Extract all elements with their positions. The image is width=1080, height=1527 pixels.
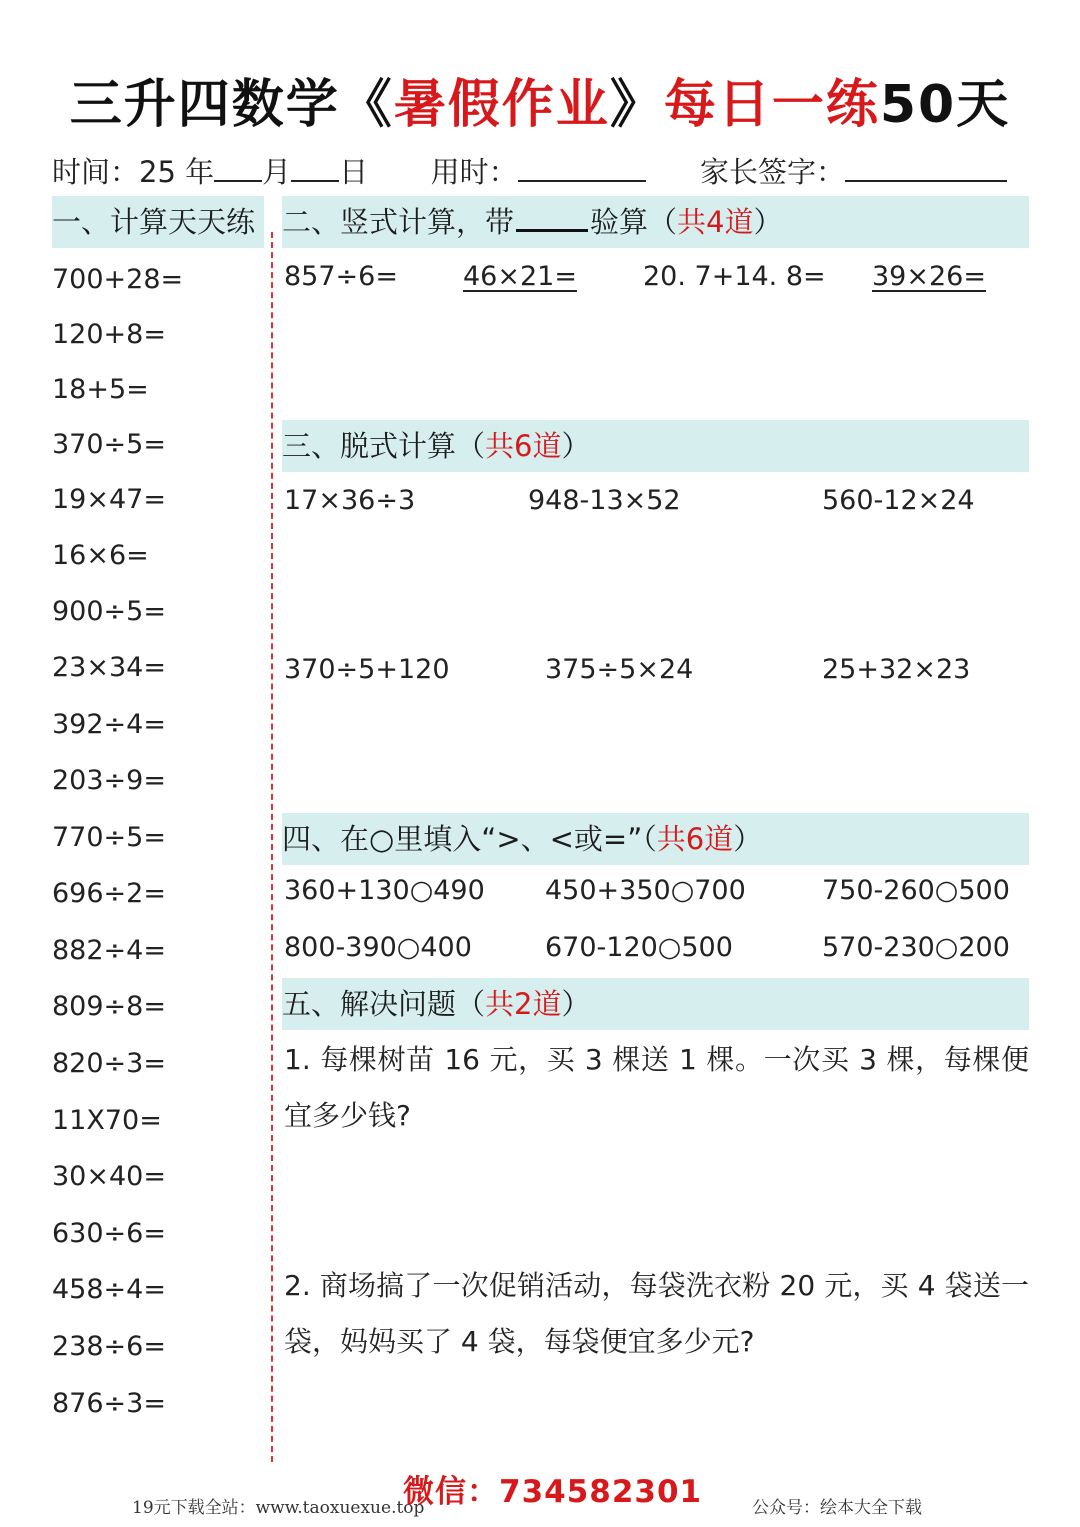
day-blank[interactable]	[291, 154, 339, 182]
verify-blank[interactable]	[516, 205, 588, 232]
calc-item: 700+28=	[52, 264, 184, 295]
section4-title: 四、在○里填入“>、<或=”（共6道）	[282, 822, 763, 856]
calc-item: 820÷3=	[52, 1048, 166, 1079]
footer-wechat: 微信：734582301	[403, 1474, 703, 1510]
calc-item: 392÷4=	[52, 709, 166, 740]
stepwise-calc-item: 560-12×24	[822, 485, 975, 516]
info-line	[52, 150, 1007, 191]
compare-item: 750-260○500	[822, 875, 1010, 906]
calc-item: 630÷6=	[52, 1218, 166, 1249]
stepwise-calc-item: 948-13×52	[528, 485, 681, 516]
stepwise-calc-item: 17×36÷3	[284, 485, 416, 516]
footer-official-account: 公众号：绘本大全下载	[752, 1498, 922, 1518]
calc-item: 120+8=	[52, 319, 166, 350]
time-label: 时间：25 年	[52, 155, 215, 189]
compare-item: 450+350○700	[545, 875, 746, 906]
section5-header	[282, 978, 1029, 1030]
calc-item: 809÷8=	[52, 991, 166, 1022]
duration-label: 用时：	[430, 155, 518, 189]
calc-item: 11X70=	[52, 1105, 162, 1136]
vertical-calc-item: 857÷6=	[284, 261, 398, 292]
stepwise-calc-item: 375÷5×24	[545, 654, 694, 685]
section2-title: 二、竖式计算，带 验算（共4道）	[282, 205, 783, 239]
calc-item: 238÷6=	[52, 1331, 166, 1362]
calc-item: 203÷9=	[52, 765, 166, 796]
calc-item: 458÷4=	[52, 1274, 166, 1305]
month-label: 月	[262, 155, 292, 189]
stepwise-calc-item: 370÷5+120	[284, 654, 450, 685]
section1-header	[52, 196, 264, 248]
calc-item: 19×47=	[52, 484, 166, 515]
calc-item: 770÷5=	[52, 822, 166, 853]
word-problem: 1. 每棵树苗 16 元，买 3 棵送 1 棵。一次买 3 棵，每棵便宜多少钱?	[284, 1043, 1029, 1132]
compare-item: 670-120○500	[545, 932, 733, 963]
column-divider	[271, 232, 273, 1462]
calc-item: 696÷2=	[52, 878, 166, 909]
calc-item: 882÷4=	[52, 935, 166, 966]
month-blank[interactable]	[214, 154, 262, 182]
calc-item: 18+5=	[52, 374, 149, 405]
compare-item: 570-230○200	[822, 932, 1010, 963]
calc-item: 370÷5=	[52, 429, 166, 460]
calc-item: 900÷5=	[52, 596, 166, 627]
section5-title: 五、解决问题（共2道）	[282, 987, 591, 1021]
word-problem: 2. 商场搞了一次促销活动，每袋洗衣粉 20 元，买 4 袋送一袋，妈妈买了 4 袋，每袋便宜多少元?	[284, 1269, 1029, 1358]
parent-sign-blank[interactable]	[845, 154, 1007, 182]
section3-header	[282, 420, 1029, 472]
page-title: 三升四数学《暑假作业》每日一练50天	[69, 75, 1011, 135]
section1-title: 一、计算天天练	[52, 205, 256, 239]
day-label: 日	[339, 155, 369, 189]
vertical-calc-item: 39×26=	[872, 261, 986, 292]
section2-header	[282, 196, 1029, 248]
vertical-calc-item: 20. 7+14. 8=	[643, 261, 826, 292]
vertical-calc-item: 46×21=	[463, 261, 577, 292]
calc-item: 30×40=	[52, 1161, 166, 1192]
calc-item: 23×34=	[52, 652, 166, 683]
calc-item: 16×6=	[52, 540, 149, 571]
parent-sign-label: 家长签字：	[700, 155, 846, 189]
stepwise-calc-item: 25+32×23	[822, 654, 971, 685]
section3-title: 三、脱式计算（共6道）	[282, 429, 591, 463]
footer-download-site: 19元下载全站：www.taoxuexue.top	[132, 1498, 425, 1518]
compare-item: 360+130○490	[284, 875, 485, 906]
section4-header	[282, 813, 1029, 865]
compare-item: 800-390○400	[284, 932, 472, 963]
duration-blank[interactable]	[518, 154, 646, 182]
calc-item: 876÷3=	[52, 1388, 166, 1419]
